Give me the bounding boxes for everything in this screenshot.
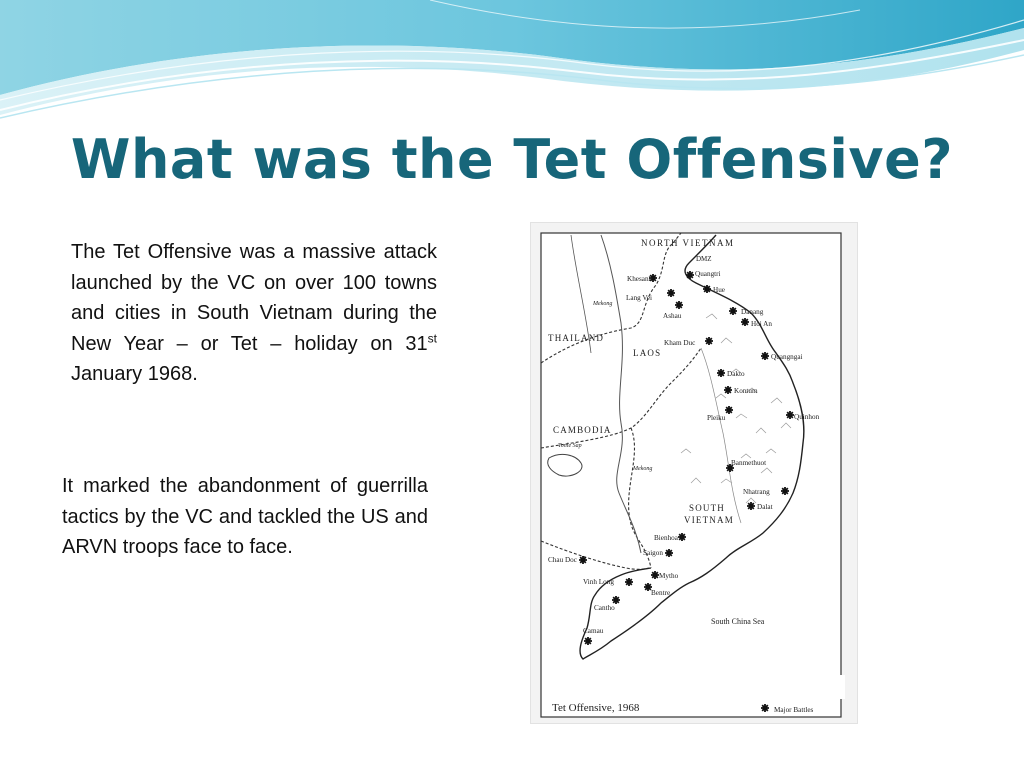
ordinal-suffix: st <box>427 330 437 345</box>
river-label-mekong-1: Mekong <box>593 301 613 307</box>
battle-marker-dalat <box>747 502 755 510</box>
region-label-laos: LAOS <box>633 348 662 358</box>
battle-marker-quangtri <box>686 271 694 279</box>
header-wave-decoration <box>0 0 1024 130</box>
battle-marker-camau <box>584 637 592 645</box>
battle-marker-hoian <box>741 318 749 326</box>
slide-title: What was the Tet Offensive? <box>70 128 954 191</box>
battle-marker-ashau <box>675 301 683 309</box>
battle-marker-kontum <box>724 386 732 394</box>
city-label-quangngai: Quangngai <box>771 353 803 361</box>
body-paragraph-1 <box>71 237 437 390</box>
vietnam-map-drawing <box>531 223 857 723</box>
city-label-camau: Camau <box>583 627 604 635</box>
paragraph-1-text-end: January 1968. <box>71 363 198 385</box>
map-caption: Tet Offensive, 1968 <box>552 702 640 714</box>
paragraph-1-text: The Tet Offensive was a massive attack launched by the VC on over 100 towns and cities in South Vietnam during the New Year – or Tet – holiday on 31 <box>71 241 437 355</box>
battle-marker-pleiku <box>725 406 733 414</box>
city-label-banmethuot: Banmethuot <box>731 459 767 467</box>
city-label-danang: Danang <box>741 308 764 316</box>
battle-marker-langvei <box>667 289 675 297</box>
city-label-hoian: Hoi An <box>751 320 772 328</box>
battle-marker-chaudoc <box>579 556 587 564</box>
region-label-dmz: DMZ <box>696 255 712 263</box>
region-label-sea: South China Sea <box>711 617 765 626</box>
tet-offensive-map <box>530 222 858 724</box>
city-label-saigon: Saigon <box>643 549 663 557</box>
body-paragraph-2: It marked the abandonment of guerrilla tactics by the VC and tackled the US and ARVN troops face to face. <box>62 475 428 558</box>
river-label-mekong-2: Mekong <box>633 466 653 472</box>
battle-marker-bienhoa <box>678 533 686 541</box>
battle-marker-hue <box>703 285 711 293</box>
city-label-dalat: Dalat <box>757 503 773 511</box>
battle-marker-cantho <box>612 596 620 604</box>
region-label-vietnam: VIETNAM <box>684 515 734 525</box>
battle-marker-danang <box>729 307 737 315</box>
city-label-mytho: Mytho <box>659 572 679 580</box>
city-label-khamduc: Kham Duc <box>664 339 696 347</box>
city-label-chaudoc: Chau Doc <box>548 556 577 564</box>
city-label-langvei: Lang Vei <box>626 294 653 302</box>
region-label-south: SOUTH <box>689 503 726 513</box>
city-label-bienhoa: Bienhoa <box>654 534 678 542</box>
city-label-vinhlong: Vinh Long <box>583 578 614 586</box>
battle-marker-dakto <box>717 369 725 377</box>
city-label-ashau: Ashau <box>663 312 682 320</box>
region-label-north-vietnam: NORTH VIETNAM <box>641 238 735 248</box>
battle-marker-quinhon <box>786 411 794 419</box>
battle-marker-saigon <box>665 549 673 557</box>
city-label-hue: Hue <box>713 286 725 294</box>
city-label-pleiku: Pleiku <box>707 414 726 422</box>
city-label-bentre: Bentre <box>651 589 671 597</box>
city-label-quinhon: Quinhon <box>794 413 820 421</box>
region-label-cambodia: CAMBODIA <box>553 425 612 435</box>
battle-marker-khamduc <box>705 337 713 345</box>
city-label-cantho: Cantho <box>594 604 615 612</box>
city-label-khesanh: Khesanh <box>627 275 653 283</box>
legend-battle-marker <box>761 704 769 712</box>
map-legend: Major Battles <box>774 706 814 714</box>
battle-marker-vinhlong <box>625 578 633 586</box>
city-label-nhatrang: Nhatrang <box>743 488 770 496</box>
city-label-kontum: Kontum <box>734 387 758 395</box>
battle-marker-nhatrang <box>781 487 789 495</box>
city-label-quangtri: Quangtri <box>695 270 721 278</box>
city-label-dakto: Dakto <box>727 370 745 378</box>
lake-label-tonle-sap: Tonle Sap <box>558 443 582 449</box>
region-label-thailand: THAILAND <box>548 333 605 343</box>
battle-marker-mytho <box>651 571 659 579</box>
battle-marker-quangngai <box>761 352 769 360</box>
